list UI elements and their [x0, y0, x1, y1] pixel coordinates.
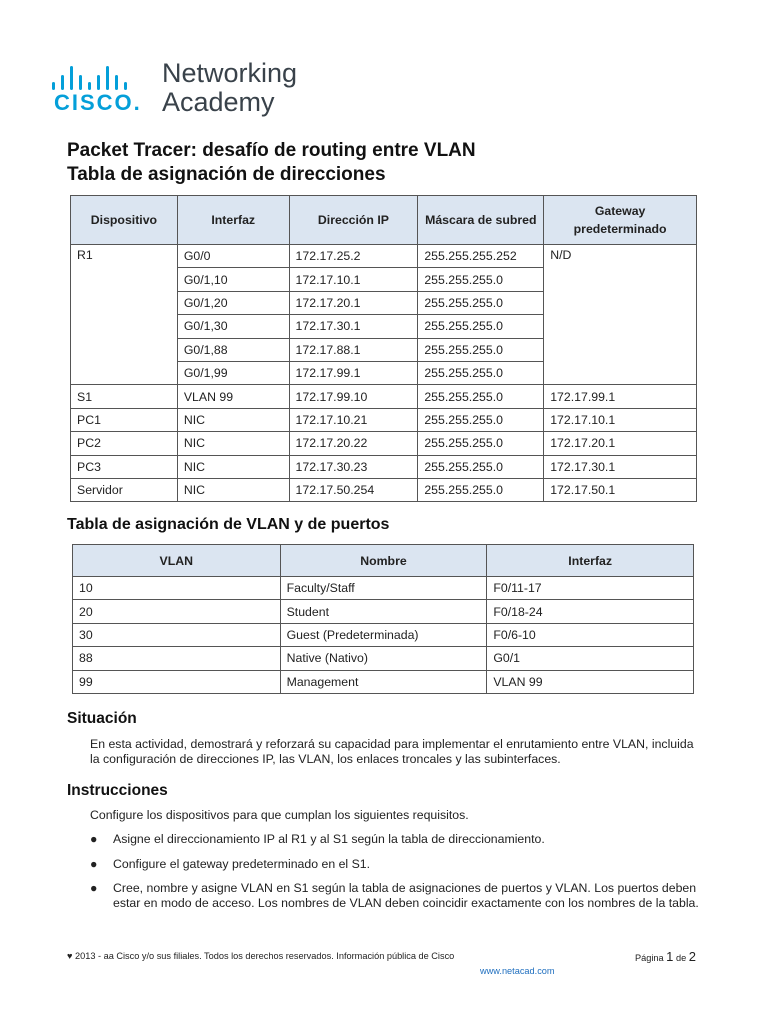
cell-mask: 255.255.255.0: [418, 338, 544, 361]
cell-mask: 255.255.255.0: [418, 361, 544, 384]
cell-mask: 255.255.255.0: [418, 478, 544, 501]
cell-gateway: 172.17.30.1: [544, 455, 697, 478]
cell-mask: 255.255.255.0: [418, 408, 544, 431]
table-row: [73, 600, 694, 623]
instrucciones-intro: Configure los dispositivos para que cumplan los siguientes requisitos.: [90, 808, 469, 822]
table-row: [71, 408, 697, 431]
table-row: [73, 670, 694, 693]
page-title: Packet Tracer: desafío de routing entre VLAN: [67, 140, 476, 161]
table-row: [71, 478, 697, 501]
col-header-nombre: Nombre: [280, 545, 487, 577]
cell-iface: G0/1,10: [177, 268, 289, 291]
cell-name: Guest (Predeterminada): [280, 623, 487, 646]
col-header-ip: Dirección IP: [289, 196, 418, 245]
cell-ip: 172.17.30.1: [289, 315, 418, 338]
table-row: [71, 245, 697, 268]
vlan-table: [72, 544, 694, 694]
footer-url-link[interactable]: www.netacad.com: [480, 966, 555, 976]
list-item-text: Configure el gateway predeterminado en el S1.: [113, 857, 371, 871]
cell-name: Management: [280, 670, 487, 693]
cell-vlan: 88: [73, 647, 281, 670]
page-current: 1: [666, 949, 674, 964]
col-header-gateway: Gateway predeterminado: [544, 196, 697, 245]
cell-mask: 255.255.255.0: [418, 385, 544, 408]
page-total: 2: [688, 949, 696, 964]
cell-gateway: 172.17.99.1: [544, 385, 697, 408]
cell-iface: G0/1: [487, 647, 694, 670]
cell-mask: 255.255.255.0: [418, 268, 544, 291]
cell-vlan: 30: [73, 623, 281, 646]
cell-mask: 255.255.255.0: [418, 291, 544, 314]
col-header-dispositivo: Dispositivo: [71, 196, 178, 245]
logo-academy-text: Academy: [162, 87, 275, 117]
cell-ip: 172.17.25.2: [289, 245, 418, 268]
col-header-mascara: Máscara de subred: [418, 196, 544, 245]
instrucciones-heading: Instrucciones: [67, 782, 168, 799]
cell-ip: 172.17.50.254: [289, 478, 418, 501]
cell-iface: NIC: [177, 478, 289, 501]
cell-gateway: 172.17.10.1: [544, 408, 697, 431]
cell-iface: G0/0: [177, 245, 289, 268]
cell-iface: F0/11-17: [487, 577, 694, 600]
col-header-interfaz: Interfaz: [177, 196, 289, 245]
situacion-text: En esta actividad, demostrará y reforzará su capacidad para implementar el enrutamiento entre VLAN, incluida la configuración de direcciones IP, las VLAN, los enlaces troncales y las subinterfaces.: [90, 737, 694, 767]
cell-iface: NIC: [177, 432, 289, 455]
cell-ip: 172.17.88.1: [289, 338, 418, 361]
cell-gateway: 172.17.20.1: [544, 432, 697, 455]
cell-iface: F0/6-10: [487, 623, 694, 646]
list-item-text: Cree, nombre y asigne VLAN en S1 según la tabla de asignaciones de puertos y VLAN. Los puertos deben estar en modo de acceso. Los nombres de VLAN deben coincidir exactamente con los nombres de la tabla.: [113, 881, 699, 911]
col-header-interfaz: Interfaz: [487, 545, 694, 577]
page-label: Página: [635, 953, 664, 963]
cell-name: Native (Nativo): [280, 647, 487, 670]
cell-device: PC2: [71, 432, 178, 455]
cell-name: Student: [280, 600, 487, 623]
cell-iface: G0/1,99: [177, 361, 289, 384]
table-row: [71, 385, 697, 408]
table-row: [73, 647, 694, 670]
logo-networking-text: Networking: [162, 58, 298, 88]
cell-device: PC3: [71, 455, 178, 478]
cell-device: S1: [71, 385, 178, 408]
cell-iface: NIC: [177, 408, 289, 431]
cell-device: PC1: [71, 408, 178, 431]
bullet-icon: ●: [90, 857, 98, 871]
cell-vlan: 99: [73, 670, 281, 693]
cisco-bars-icon: [52, 62, 148, 90]
cell-iface: NIC: [177, 455, 289, 478]
page-number: [635, 949, 696, 964]
cell-name: Faculty/Staff: [280, 577, 487, 600]
cell-iface: G0/1,30: [177, 315, 289, 338]
cell-ip: 172.17.99.1: [289, 361, 418, 384]
page-of: de: [675, 953, 687, 963]
table-row: [73, 623, 694, 646]
cell-ip: 172.17.99.10: [289, 385, 418, 408]
bullet-icon: ●: [90, 881, 98, 895]
table-row: [73, 577, 694, 600]
cisco-networking-academy-logo: [52, 58, 312, 118]
table-row: [71, 432, 697, 455]
addressing-table-heading: Tabla de asignación de direcciones: [67, 164, 386, 185]
cell-ip: 172.17.10.21: [289, 408, 418, 431]
cell-mask: 255.255.255.0: [418, 455, 544, 478]
col-header-vlan: VLAN: [73, 545, 281, 577]
list-item-text: Asigne el direccionamiento IP al R1 y al S1 según la tabla de direccionamiento.: [113, 832, 545, 846]
cell-ip: 172.17.30.23: [289, 455, 418, 478]
logo-cisco-text: CISCO.: [54, 90, 142, 115]
cell-iface: F0/18-24: [487, 600, 694, 623]
vlan-table-heading: Tabla de asignación de VLAN y de puertos: [67, 516, 390, 533]
cell-device: Servidor: [71, 478, 178, 501]
cell-vlan: 20: [73, 600, 281, 623]
situacion-heading: Situación: [67, 710, 137, 727]
cell-gateway: N/D: [544, 245, 697, 385]
cell-vlan: 10: [73, 577, 281, 600]
cell-ip: 172.17.20.1: [289, 291, 418, 314]
cell-gateway: 172.17.50.1: [544, 478, 697, 501]
cell-mask: 255.255.255.252: [418, 245, 544, 268]
cell-iface: VLAN 99: [487, 670, 694, 693]
footer-copyright: ♥ 2013 - aa Cisco y/o sus filiales. Todos los derechos reservados. Información pública de Cisco: [67, 951, 455, 961]
cell-iface: G0/1,20: [177, 291, 289, 314]
cell-iface: G0/1,88: [177, 338, 289, 361]
cell-mask: 255.255.255.0: [418, 315, 544, 338]
cell-ip: 172.17.20.22: [289, 432, 418, 455]
cell-iface: VLAN 99: [177, 385, 289, 408]
addressing-table: [70, 195, 697, 502]
cell-device: R1: [71, 245, 178, 385]
cell-mask: 255.255.255.0: [418, 432, 544, 455]
cell-ip: 172.17.10.1: [289, 268, 418, 291]
table-row: [71, 455, 697, 478]
bullet-icon: ●: [90, 832, 98, 846]
